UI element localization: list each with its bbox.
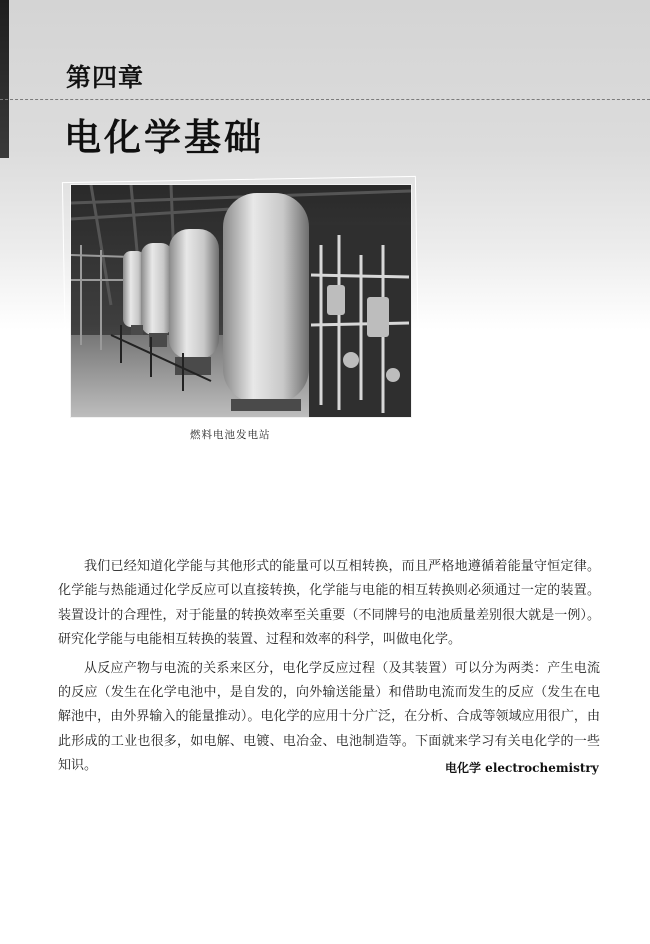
intro-paragraph-1: 我们已经知道化学能与其他形式的能量可以互相转换，而且严格地遵循着能量守恒定律。化学能与热能通过化学反应可以直接转换，化学能与电能的相互转换则必须通过一定的装置。装置设计的合理性，对于能量的转换效率至关重要（不同牌号的电池质量差别很大就是一例）。研究化学能与电能相互转换的装置、过程和效率的科学，叫做电化学。 [58, 559, 600, 648]
page-edge-shadow [0, 0, 9, 158]
header-divider [0, 99, 650, 100]
keyword-gloss: 电化学 electrochemistry [445, 761, 599, 775]
intro-paragraph-2: 从反应产物与电流的关系来区分，电化学反应过程（及其装置）可以分为两类：产生电流的反应（发生在化学电池中，是自发的，向外输送能量）和借助电流而发生的反应（发生在电解池中，由外界输入的能量推动）。电化学的应用十分广泛，在分析、合成等领域应用很广，由此形成的工业也很多，如电解、电镀、电冶金、电池制造等。下面就来学习有关电化学的一些知识。 [58, 660, 600, 774]
chapter-number: 第四章 [66, 63, 145, 92]
fuel-cell-plant-photo [71, 185, 411, 417]
photo-caption: 燃料电池发电站 [190, 429, 271, 441]
chapter-title: 电化学基础 [64, 116, 264, 159]
chapter-intro-text [58, 555, 600, 783]
